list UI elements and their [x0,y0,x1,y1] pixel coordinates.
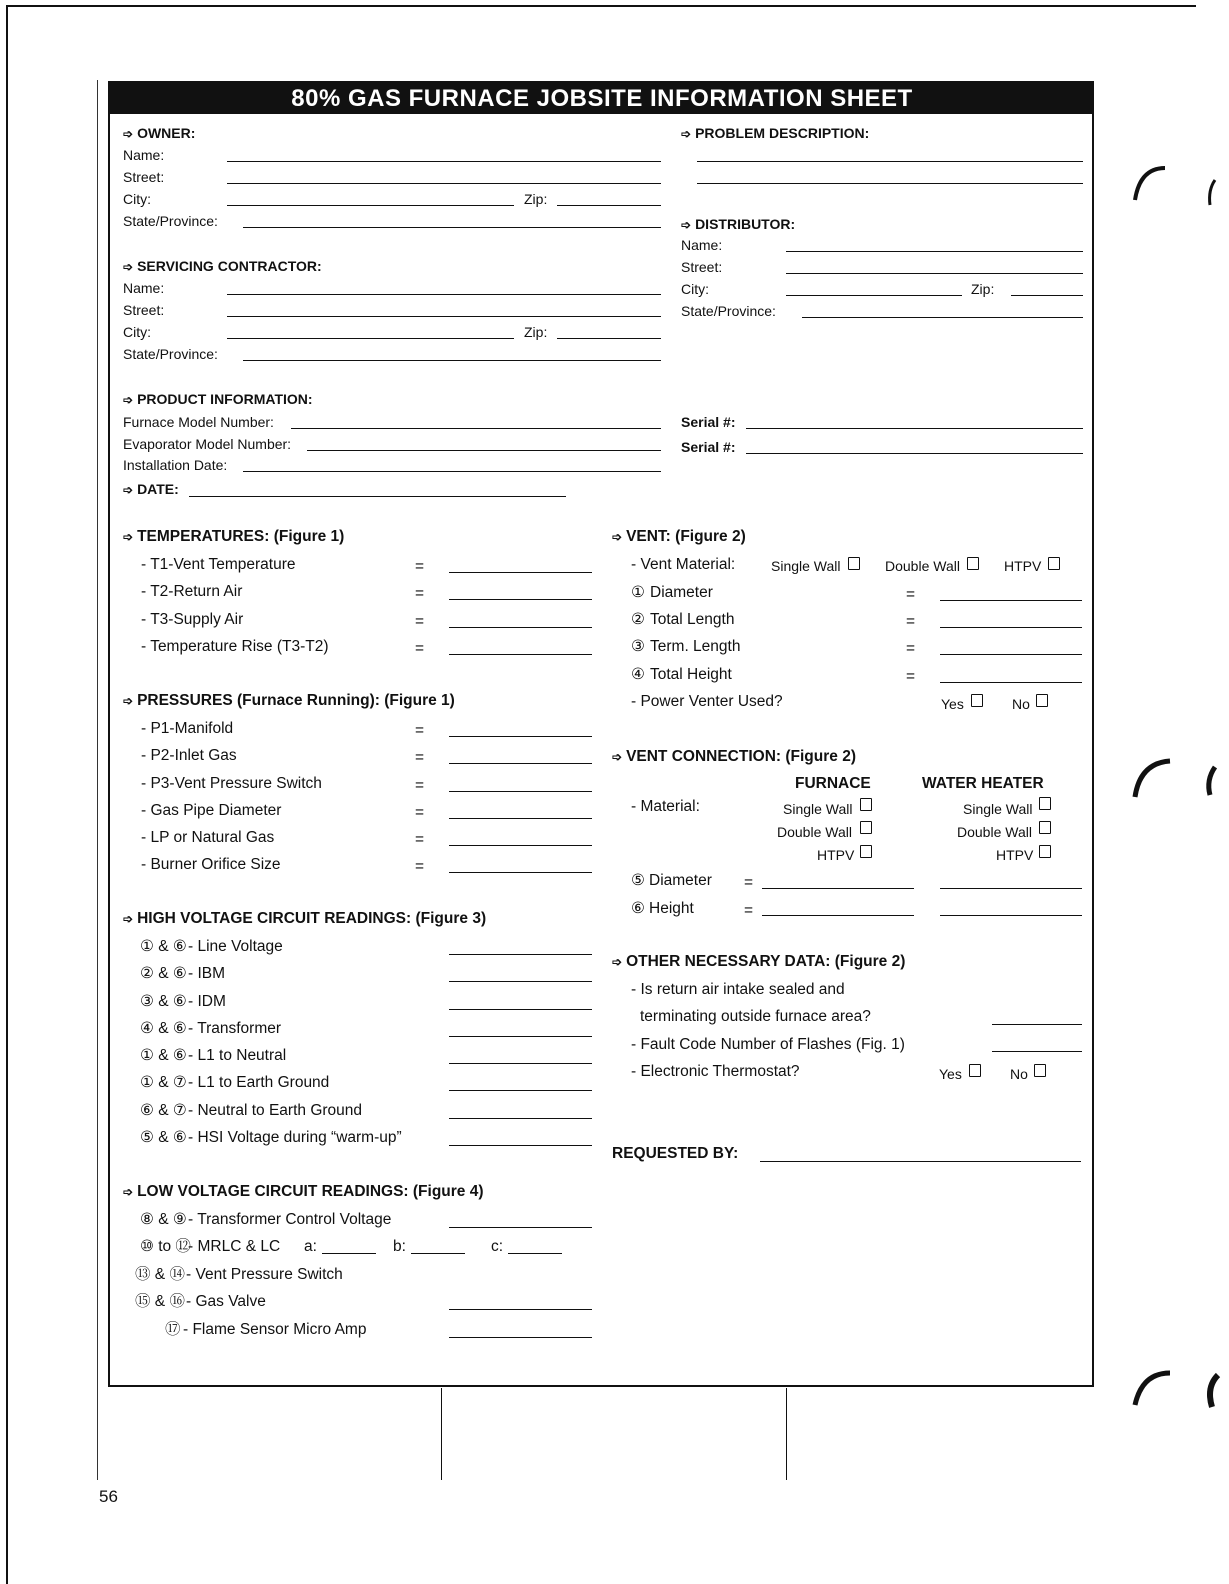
low-voltage-heading: ➩ LOW VOLTAGE CIRCUIT READINGS: (Figure 4) [123,1183,484,1200]
mrlc-a-field[interactable] [322,1253,376,1254]
vent-item-label: Total Height [650,666,732,683]
equals-sign: = [415,831,425,848]
vent-double-wall-label: Double Wall [885,558,960,574]
lv-label: - MRLC & LC [188,1238,281,1255]
equals-sign: = [906,586,916,603]
owner-street-field[interactable] [227,183,661,184]
contractor-street-label: Street: [123,302,165,318]
equals-sign: = [415,858,425,875]
other-data-heading: ➩ OTHER NECESSARY DATA: (Figure 2) [612,953,906,970]
vc-furnace-double-wall-label: Double Wall [777,824,852,840]
temp-field[interactable] [449,627,592,628]
owner-state-label: State/Province: [123,213,218,229]
hv-label: - IDM [188,993,226,1010]
vc-diameter-ref: ⑤ [631,872,645,889]
vc-wh-htpv-label: HTPV [996,847,1034,863]
high-voltage-heading: ➩ HIGH VOLTAGE CIRCUIT READINGS: (Figure 3) [123,910,487,927]
distributor-city-label: City: [681,281,709,297]
mrlc-c-label: c: [491,1238,504,1255]
vent-double-wall-checkbox[interactable] [967,557,979,570]
hv-field[interactable] [449,1036,592,1037]
vc-wh-double-wall-label: Double Wall [957,824,1032,840]
pressure-field[interactable] [449,872,592,873]
hv-ref: ① & ⑥ [140,1047,187,1064]
equals-sign: = [415,722,425,739]
pressure-field[interactable] [449,818,592,819]
vent-ref: ① [631,584,645,601]
requested-by-field[interactable] [760,1161,1081,1162]
vent-ref: ② [631,611,645,628]
lv-label: - Vent Pressure Switch [186,1266,343,1283]
hv-field[interactable] [449,981,592,982]
page-left-edge [6,5,8,1584]
distributor-city-field[interactable] [786,295,962,296]
equals-sign: = [415,777,425,794]
fault-code-field[interactable] [992,1051,1082,1052]
vc-furnace-height-field[interactable] [762,915,914,916]
equals-sign: = [415,558,425,575]
pressure-field[interactable] [449,791,592,792]
equals-sign: = [415,804,425,821]
power-venter-yes-checkbox[interactable] [971,694,983,707]
lv-ref: ⑩ to ⑫ [140,1238,191,1255]
temp-item-label: - Temperature Rise (T3-T2) [141,638,329,655]
vent-field[interactable] [940,682,1082,683]
furnace-model-field[interactable] [291,428,661,429]
bottom-divider-2 [786,1388,787,1480]
problem-heading: ➩ PROBLEM DESCRIPTION: [681,125,870,141]
lv-flame-field[interactable] [449,1337,592,1338]
vent-ref: ④ [631,666,645,683]
binder-hole-3 [1130,1365,1229,1415]
distributor-street-label: Street: [681,259,723,275]
vent-connection-heading: ➩ VENT CONNECTION: (Figure 2) [612,748,856,765]
bottom-divider-1 [441,1388,442,1480]
mrlc-c-field[interactable] [508,1253,562,1254]
evaporator-model-field[interactable] [307,450,661,451]
equals-sign: = [906,613,916,630]
date-heading: ➩ DATE: [123,481,179,497]
vc-wh-single-wall-label: Single Wall [963,801,1033,817]
hv-ref: ① & ⑦ [140,1074,187,1091]
pressure-item-label: - Gas Pipe Diameter [141,802,282,819]
vent-field[interactable] [940,627,1082,628]
water-heater-column-heading: WATER HEATER [922,775,1044,792]
return-air-label-2: terminating outside furnace area? [640,1008,871,1025]
owner-city-field[interactable] [227,205,514,206]
vc-furnace-htpv-checkbox[interactable] [860,845,872,858]
thermostat-label: - Electronic Thermostat? [631,1063,800,1080]
hv-ref: ⑥ & ⑦ [140,1102,187,1119]
serial-2-label: Serial #: [681,439,736,455]
thermostat-no-checkbox[interactable] [1034,1064,1046,1077]
hv-field[interactable] [449,1063,592,1064]
temp-item-label: - T1-Vent Temperature [141,556,296,573]
vc-wh-htpv-checkbox[interactable] [1039,845,1051,858]
arrow-icon: ➩ [123,127,134,141]
owner-city-label: City: [123,191,151,207]
hv-field[interactable] [449,1145,592,1146]
furnace-model-label: Furnace Model Number: [123,414,274,430]
pressure-field[interactable] [449,763,592,764]
contractor-name-field[interactable] [227,294,661,295]
vent-item-label: Term. Length [650,638,741,655]
title-bar [110,83,1094,114]
requested-by-label: REQUESTED BY: [612,1145,739,1162]
vent-single-wall-checkbox[interactable] [848,557,860,570]
equals-sign: = [415,613,425,630]
contractor-name-label: Name: [123,280,165,296]
equals-sign: = [906,668,916,685]
vc-wh-double-wall-checkbox[interactable] [1039,821,1051,834]
contractor-heading: ➩ SERVICING CONTRACTOR: [123,258,322,274]
serial-1-label: Serial #: [681,414,736,430]
equals-sign: = [906,640,916,657]
distributor-zip-field[interactable] [1011,295,1083,296]
distributor-name-label: Name: [681,237,723,253]
power-venter-no-checkbox[interactable] [1036,694,1048,707]
vent-htpv-label: HTPV [1004,558,1042,574]
contractor-street-field[interactable] [227,316,661,317]
hv-ref: ⑤ & ⑥ [140,1129,187,1146]
page-number: 56 [99,1487,118,1506]
vc-furnace-htpv-label: HTPV [817,847,855,863]
distributor-street-field[interactable] [786,273,1083,274]
thermostat-no-label: No [1010,1066,1028,1082]
fault-code-label: - Fault Code Number of Flashes (Fig. 1) [631,1036,905,1053]
mrlc-b-label: b: [393,1238,406,1255]
hv-field[interactable] [449,1090,592,1091]
serial-2-field[interactable] [746,453,1083,454]
lv-gas-valve-field[interactable] [449,1309,592,1310]
vent-heading: ➩ VENT: (Figure 2) [612,528,746,545]
lv-label: - Transformer Control Voltage [188,1211,392,1228]
temp-item-label: - T3-Supply Air [141,611,244,628]
distributor-zip-label: Zip: [971,281,995,297]
owner-heading: ➩ OWNER: [123,125,196,141]
vent-item-label: Total Length [650,611,735,628]
vc-material-label: - Material: [631,798,700,815]
margin-rule [97,80,98,1480]
equals-sign: = [415,585,425,602]
hv-ref: ② & ⑥ [140,965,187,982]
lv-label: - Gas Valve [186,1293,266,1310]
equals-sign: = [744,874,754,891]
pressure-item-label: - Burner Orifice Size [141,856,281,873]
contractor-state-field[interactable] [243,360,661,361]
page-title: 80% GAS FURNACE JOBSITE INFORMATION SHEET [291,85,913,112]
distributor-heading: ➩ DISTRIBUTOR: [681,216,796,232]
vent-field[interactable] [940,654,1082,655]
vc-height-label: Height [649,900,694,917]
distributor-name-field[interactable] [786,251,1083,252]
vc-wh-diameter-field[interactable] [940,888,1082,889]
furnace-column-heading: FURNACE [795,775,871,792]
vc-furnace-single-wall-label: Single Wall [783,801,853,817]
pressure-item-label: - LP or Natural Gas [141,829,275,846]
owner-zip-label: Zip: [524,191,548,207]
page-top-edge [6,5,1196,7]
temp-field[interactable] [449,572,592,573]
distributor-state-label: State/Province: [681,303,776,319]
install-date-field[interactable] [243,471,661,472]
return-air-field[interactable] [992,1024,1082,1025]
distributor-state-field[interactable] [802,317,1083,318]
evaporator-model-label: Evaporator Model Number: [123,436,292,452]
owner-state-field[interactable] [243,227,661,228]
binder-hole-2 [1130,755,1229,805]
owner-name-field[interactable] [227,161,661,162]
lv-label: - Flame Sensor Micro Amp [183,1321,367,1338]
pressure-item-label: - P3-Vent Pressure Switch [141,775,322,792]
power-venter-yes-label: Yes [941,696,964,712]
pressure-item-label: - P2-Inlet Gas [141,747,237,764]
equals-sign: = [415,749,425,766]
temp-item-label: - T2-Return Air [141,583,243,600]
install-date-label: Installation Date: [123,457,228,473]
pressure-item-label: - P1-Manifold [141,720,234,737]
lv-ref: ⑧ & ⑨ [140,1211,187,1228]
power-venter-no-label: No [1012,696,1030,712]
temp-field[interactable] [449,599,592,600]
contractor-zip-label: Zip: [524,324,548,340]
power-venter-label: - Power Venter Used? [631,693,783,710]
thermostat-yes-label: Yes [939,1066,962,1082]
lv-ref: ⑬ & ⑭ [135,1266,185,1283]
owner-zip-field[interactable] [557,205,661,206]
product-heading: ➩ PRODUCT INFORMATION: [123,391,313,407]
pressure-field[interactable] [449,845,592,846]
contractor-city-field[interactable] [227,338,514,339]
pressure-field[interactable] [449,736,592,737]
hv-ref: ③ & ⑥ [140,993,187,1010]
date-field[interactable] [189,496,566,497]
return-air-label-1: - Is return air intake sealed and [631,981,845,998]
problem-line-1[interactable] [697,161,1083,162]
hv-field[interactable] [449,954,592,955]
owner-name-label: Name: [123,147,165,163]
vc-furnace-single-wall-checkbox[interactable] [860,798,872,811]
serial-1-field[interactable] [746,428,1083,429]
vc-diameter-label: Diameter [649,872,712,889]
owner-street-label: Street: [123,169,165,185]
hv-ref: ④ & ⑥ [140,1020,187,1037]
vent-field[interactable] [940,600,1082,601]
binder-hole-1 [1130,160,1229,210]
vc-furnace-diameter-field[interactable] [762,888,914,889]
temperatures-heading: ➩ TEMPERATURES: (Figure 1) [123,528,345,545]
lv-transformer-field[interactable] [449,1227,592,1228]
hv-label: - Line Voltage [188,938,283,955]
vent-material-label: - Vent Material: [631,556,736,573]
vc-furnace-double-wall-checkbox[interactable] [860,821,872,834]
contractor-city-label: City: [123,324,151,340]
vent-ref: ③ [631,638,645,655]
hv-field[interactable] [449,1118,592,1119]
hv-label: - L1 to Neutral [188,1047,287,1064]
contractor-zip-field[interactable] [557,338,661,339]
hv-field[interactable] [449,1009,592,1010]
vc-wh-single-wall-checkbox[interactable] [1039,797,1051,810]
hv-label: - Transformer [188,1020,282,1037]
vent-single-wall-label: Single Wall [771,558,841,574]
hv-ref: ① & ⑥ [140,938,187,955]
temp-field[interactable] [449,654,592,655]
mrlc-a-label: a: [304,1238,317,1255]
thermostat-yes-checkbox[interactable] [969,1064,981,1077]
vc-wh-height-field[interactable] [940,915,1082,916]
equals-sign: = [744,902,754,919]
hv-label: - IBM [188,965,226,982]
problem-line-2[interactable] [697,183,1083,184]
contractor-state-label: State/Province: [123,346,218,362]
vent-item-label: Diameter [650,584,713,601]
pressures-heading: ➩ PRESSURES (Furnace Running): (Figure 1) [123,692,455,709]
equals-sign: = [415,640,425,657]
vc-height-ref: ⑥ [631,900,645,917]
hv-label: - Neutral to Earth Ground [188,1102,363,1119]
mrlc-b-field[interactable] [411,1253,465,1254]
lv-ref: ⑰ [165,1321,181,1338]
hv-label: - L1 to Earth Ground [188,1074,330,1091]
lv-ref: ⑮ & ⑯ [135,1293,185,1310]
hv-label: - HSI Voltage during “warm-up” [188,1129,402,1146]
vent-htpv-checkbox[interactable] [1048,557,1060,570]
